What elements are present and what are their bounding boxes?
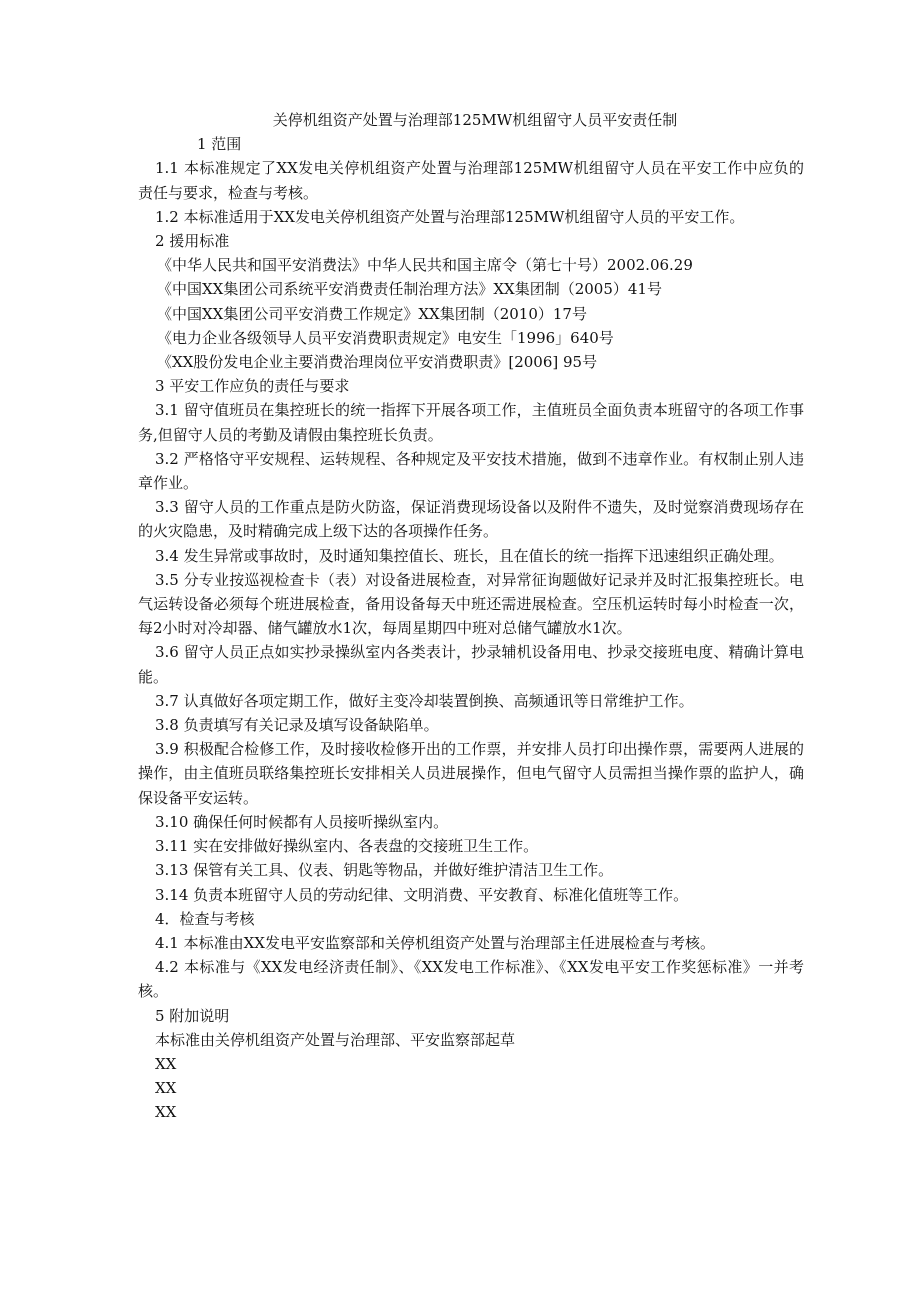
clause-3-14: 3.14 负责本班留守人员的劳动纪律、文明消费、平安教育、标准化值班等工作。 [155, 885, 689, 904]
clause-3-10: 3.10 确保任何时候都有人员接听操纵室内。 [155, 812, 449, 831]
clause-3-1: 3.1 留守值班员在集控班长的统一指挥下开展各项工作，主值班员全面负责本班留守的各项工作事务,但留守人员的考勤及请假由集控班长负责。 [138, 401, 804, 444]
signature-line: XX [155, 1054, 177, 1073]
document-page [138, 108, 804, 1125]
clause-1-1: 1.1 本标准规定了XX发电关停机组资产处置与治理部125MW机组留守人员在平安工作中应负的责任与要求，检查与考核。 [138, 159, 804, 202]
signature-line: XX [155, 1079, 177, 1098]
section-4-heading: 4．检查与考核 [155, 909, 255, 928]
clause-4-1: 4.1 本标准由XX发电平安监察部和关停机组资产处置与治理部主任进展检查与考核。 [155, 933, 715, 952]
clause-1-2: 1.2 本标准适用于XX发电关停机组资产处置与治理部125MW机组留守人员的平安工作。 [155, 207, 745, 226]
section-5-heading: 5 附加说明 [155, 1006, 230, 1025]
section-2-heading: 2 援用标准 [155, 232, 230, 251]
reference-item: 《中华人民共和国平安消费法》中华人民共和国主席令（第七十号）2002.06.29 [157, 256, 693, 275]
clause-3-3: 3.3 留守人员的工作重点是防火防盗，保证消费现场设备以及附件不遗失，及时觉察消费现场存在的火灾隐患，及时精确完成上级下达的各项操作任务。 [138, 498, 804, 541]
reference-item: 《中国XX集团公司系统平安消费责任制治理方法》XX集团制（2005）41号 [157, 280, 662, 299]
signature-line: XX [155, 1103, 177, 1122]
reference-item: 《电力企业各级领导人员平安消费职责规定》电安生「1996」640号 [157, 328, 614, 347]
clause-3-13: 3.13 保管有关工具、仪表、钥匙等物品，并做好维护清洁卫生工作。 [155, 861, 614, 880]
section-1-heading: 1 范围 [197, 135, 242, 154]
clause-4-2: 4.2 本标准与《XX发电经济责任制》、《XX发电工作标准》、《XX发电平安工作奖惩标准》一并考核。 [138, 958, 804, 1001]
clause-3-6: 3.6 留守人员正点如实抄录操纵室内各类表计，抄录辅机设备用电、抄录交接班电度、精确计算电能。 [138, 643, 804, 686]
clause-3-7: 3.7 认真做好各项定期工作，做好主变冷却装置倒换、高频通讯等日常维护工作。 [155, 691, 694, 710]
clause-3-8: 3.8 负责填写有关记录及填写设备缺陷单。 [155, 716, 439, 735]
clause-3-9: 3.9 积极配合检修工作，及时接收检修开出的工作票，并安排人员打印出操作票，需要两人进展的操作，由主值班员联络集控班长安排相关人员进展操作，但电气留守人员需担当操作票的监护人，确保设备平安运转。 [138, 740, 804, 807]
clause-3-4: 3.4 发生异常或事故时，及时通知集控值长、班长，且在值长的统一指挥下迅速组织正确处理。 [155, 546, 784, 565]
drafting-note: 本标准由关停机组资产处置与治理部、平安监察部起草 [155, 1030, 516, 1049]
reference-item: 《XX股份发电企业主要消费治理岗位平安消费职责》[2006] 95号 [157, 353, 598, 372]
document-title: 关停机组资产处置与治理部125MW机组留守人员平安责任制 [272, 111, 678, 129]
reference-item: 《中国XX集团公司平安消费工作规定》XX集团制（2010）17号 [157, 304, 587, 323]
clause-3-11: 3.11 实在安排做好操纵室内、各表盘的交接班卫生工作。 [155, 837, 539, 856]
clause-3-2: 3.2 严格恪守平安规程、运转规程、各种规定及平安技术措施，做到不违章作业。有权制止别人违章作业。 [138, 449, 804, 493]
section-3-heading: 3 平安工作应负的责任与要求 [155, 377, 350, 396]
clause-3-5: 3.5 分专业按巡视检查卡（表）对设备进展检查，对异常征询题做好记录并及时汇报集控班长。电气运转设备必须每个班进展检查，备用设备每天中班还需进展检查。空压机运转时每小时检查一次，每2小时对冷却器、储气罐放水1次，每周星期四中班对总储气罐放水1次。 [138, 570, 804, 638]
